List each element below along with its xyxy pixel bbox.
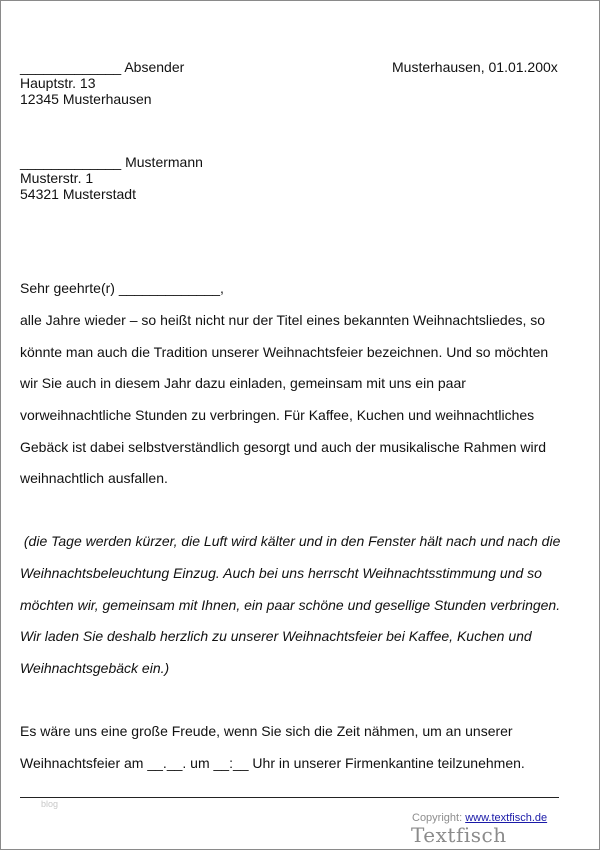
sender-label: _____________ Absender bbox=[20, 59, 185, 75]
footer-rule bbox=[20, 797, 559, 798]
recipient-street: Musterstr. 1 bbox=[20, 170, 94, 186]
paragraph3-line: Es wäre uns eine große Freude, wenn Sie sich die Zeit nähmen, um an unserer bbox=[20, 723, 513, 739]
textfisch-logo: Textfisch bbox=[411, 823, 507, 847]
paragraph2-line: Weihnachtsbeleuchtung Einzug. Auch bei uns herrscht Weihnachtsstimmung und so bbox=[20, 565, 542, 581]
paragraph2-line: möchten wir, gemeinsam mit Ihnen, ein paar schöne und gesellige Stunden verbringen. bbox=[20, 597, 561, 613]
paragraph1-line: weihnachtlich ausfallen. bbox=[20, 470, 168, 486]
paragraph1-line: vorweihnachtliche Stunden zu verbringen. Für Kaffee, Kuchen und weihnachtliches bbox=[20, 407, 535, 423]
paragraph3-line: Weihnachtsfeier am __.__. um __:__ Uhr in unserer Firmenkantine teilzunehmen. bbox=[20, 755, 525, 771]
salutation: Sehr geehrte(r) _____________, bbox=[20, 280, 224, 296]
blog-watermark: blog bbox=[41, 799, 59, 809]
sender-street: Hauptstr. 13 bbox=[20, 75, 96, 91]
recipient-city: 54321 Musterstadt bbox=[20, 186, 136, 202]
recipient-label: _____________ Mustermann bbox=[20, 154, 203, 170]
paragraph1-line: Gebäck ist dabei selbstverständlich gesorgt und auch der musikalische Rahmen wird bbox=[20, 439, 547, 455]
copyright-label: Copyright: bbox=[412, 812, 466, 824]
paragraph2-line: Weihnachtsgebäck ein.) bbox=[20, 660, 170, 676]
sender-city: 12345 Musterhausen bbox=[20, 91, 152, 107]
paragraph1-line: wir Sie auch in diesem Jahr dazu einladen, gemeinsam mit uns ein paar bbox=[20, 375, 466, 391]
paragraph2-line: (die Tage werden kürzer, die Luft wird kälter und in den Fenster hält nach und nach die bbox=[20, 533, 561, 549]
place-date: Musterhausen, 01.01.200x bbox=[392, 59, 558, 75]
copyright-link[interactable]: www.textfisch.de bbox=[465, 812, 548, 824]
paragraph1-line: alle Jahre wieder – so heißt nicht nur der Titel eines bekannten Weihnachtsliedes, so bbox=[20, 312, 546, 328]
paragraph2-line: Wir laden Sie deshalb herzlich zu unserer Weihnachtsfeier bei Kaffee, Kuchen und bbox=[20, 628, 532, 644]
paragraph1-line: könnte man auch die Tradition unserer Weihnachtsfeier bezeichnen. Und so möchten bbox=[20, 344, 549, 360]
